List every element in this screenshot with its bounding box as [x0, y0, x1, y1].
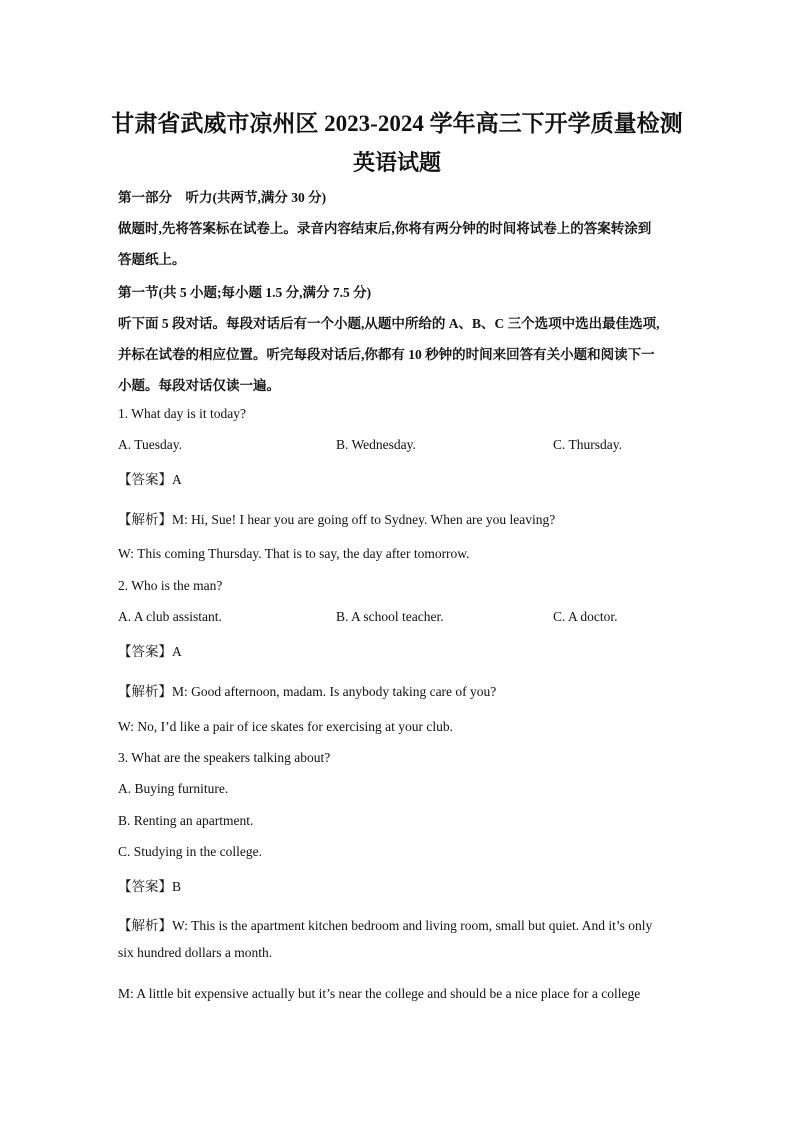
q3-analysis-line3: M: A little bit expensive actually but it’s near the college and should be a nice place for a college	[118, 986, 641, 1001]
q1-option-b: B. Wednesday.	[336, 437, 416, 452]
question-2: 2. Who is the man?	[118, 578, 223, 593]
q2-option-c: C. A doctor.	[553, 609, 618, 624]
question-3: 3. What are the speakers talking about?	[118, 750, 331, 765]
q1-option-c: C. Thursday.	[553, 437, 622, 452]
q1-analysis-line1: 【解析】M: Hi, Sue! I hear you are going off to Sydney. When are you leaving?	[118, 512, 556, 527]
q1-answer: 【答案】A	[118, 472, 182, 487]
q3-analysis-line2: six hundred dollars a month.	[118, 945, 273, 960]
q2-analysis-line1: 【解析】M: Good afternoon, madam. Is anybody taking care of you?	[118, 684, 497, 699]
part1-heading: 第一部分 听力(共两节,满分 30 分)	[118, 190, 327, 205]
q1-option-a: A. Tuesday.	[118, 437, 183, 452]
q3-analysis-line1: 【解析】W: This is the apartment kitchen bedroom and living room, small but quiet. And it’s only	[118, 918, 653, 933]
q1-analysis-line2: W: This coming Thursday. That is to say, the day after tomorrow.	[118, 546, 470, 561]
section1-heading: 第一节(共 5 小题;每小题 1.5 分,满分 7.5 分)	[118, 285, 372, 300]
q2-analysis-line2: W: No, I’d like a pair of ice skates for exercising at your club.	[118, 719, 454, 734]
section1-instr-line1: 听下面 5 段对话。每段对话后有一个小题,从题中所给的 A、B、C 三个选项中选出最佳选项,	[118, 316, 660, 331]
q3-option-c: C. Studying in the college.	[118, 844, 262, 859]
part1-intro-line2: 答题纸上。	[118, 252, 186, 267]
q2-option-b: B. A school teacher.	[336, 609, 444, 624]
exam-subtitle: 英语试题	[352, 150, 441, 175]
part1-intro-line1: 做题时,先将答案标在试卷上。录音内容结束后,你将有两分钟的时间将试卷上的答案转涂到	[118, 221, 652, 236]
q2-option-a: A. A club assistant.	[118, 609, 222, 624]
q3-answer: 【答案】B	[118, 879, 182, 894]
q3-option-b: B. Renting an apartment.	[118, 813, 254, 828]
section1-instr-line3: 小题。每段对话仅读一遍。	[118, 378, 280, 393]
question-1: 1. What day is it today?	[118, 406, 246, 421]
q3-option-a: A. Buying furniture.	[118, 781, 229, 796]
q2-answer: 【答案】A	[118, 644, 182, 659]
exam-title: 甘肃省武威市凉州区 2023-2024 学年高三下开学质量检测	[111, 111, 683, 136]
section1-instr-line2: 并标在试卷的相应位置。听完每段对话后,你都有 10 秒钟的时间来回答有关小题和阅读下一	[118, 347, 655, 362]
